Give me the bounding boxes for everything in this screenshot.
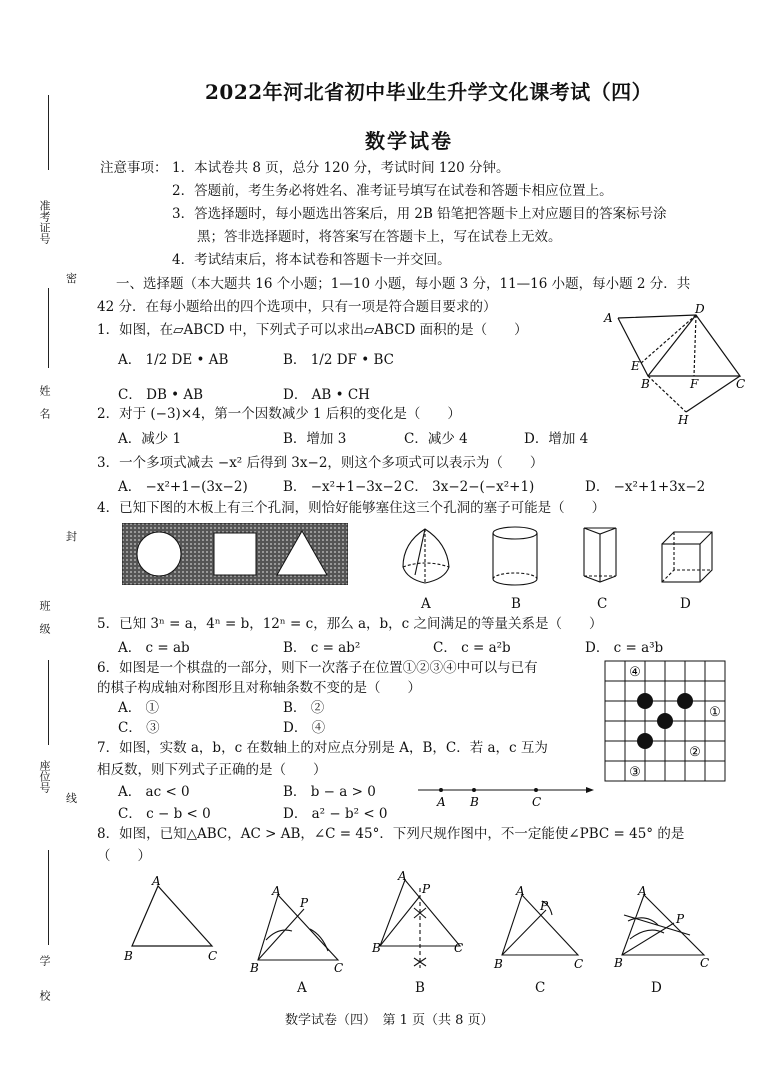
q6-go-board — [604, 660, 726, 782]
svg-text:A: A — [604, 311, 613, 325]
svg-text:P: P — [540, 899, 549, 913]
note-item: 黑；答非选择题时，将答案写在答题卡上，写在试卷上无效。 — [197, 229, 562, 245]
q3-stem: 3．一个多项式减去 −x² 后得到 3x−2，则这个多项式可以表示为（ ） — [97, 455, 544, 471]
q8-label-d: D — [651, 980, 662, 996]
q1-stem: 1．如图，在▱ABCD 中，下列式子可以求出▱ABCD 面积的是（ ） — [97, 322, 528, 338]
margin-marker-mi: 密 — [66, 272, 77, 285]
q1-option-a: A． 1/2 DE • AB — [118, 352, 229, 368]
q4-label-c: C — [597, 596, 608, 612]
q4-option-a-solid — [395, 525, 457, 587]
svg-text:A: A — [638, 885, 647, 898]
margin-label-class: 班级 — [38, 600, 51, 646]
q1-option-b: B． 1/2 DF • BC — [283, 352, 394, 368]
q7-number-line — [416, 782, 596, 810]
svg-text:C: C — [208, 949, 218, 963]
q2-stem: 2．对于 (−3)×4，第一个因数减少 1 后积的变化是（ ） — [97, 406, 461, 422]
svg-text:B: B — [124, 949, 133, 963]
q8-label-a: A — [297, 980, 307, 996]
q6-mark-1: ① — [709, 705, 721, 720]
svg-text:F: F — [690, 377, 699, 391]
note-item: 4．考试结束后，将本试卷和答题卡一并交回。 — [172, 252, 451, 268]
q6-option-a: A． ① — [118, 700, 160, 716]
svg-text:C: C — [334, 961, 344, 975]
q4-label-a: A — [421, 596, 431, 612]
margin-label-exam-number: 准考证号 — [38, 200, 51, 244]
q8-label-b: B — [415, 980, 425, 996]
q7-option-d: D． a² − b² < 0 — [283, 806, 388, 822]
q5-option-a: A． c = ab — [118, 640, 190, 656]
q8-stem-line1: 8．如图，已知△ABC，AC > AB，∠C = 45°．下列尺规作图中，不一定能使∠PBC = 45° 的是 — [97, 826, 685, 842]
q7-stem-line1: 7．如图，实数 a，b，c 在数轴上的对应点分别是 A，B，C．若 a，c 互为 — [97, 740, 548, 756]
q8-option-a-figure — [248, 885, 348, 975]
svg-text:A: A — [152, 876, 161, 888]
q7-stem-line2: 相反数，则下列式子正确的是（ ） — [97, 762, 327, 778]
q4-board-figure — [122, 523, 348, 585]
q1-option-d: D． AB • CH — [283, 387, 370, 403]
q5-stem: 5．已知 3ⁿ = a，4ⁿ = b，12ⁿ = c，那么 a，b，c 之间满足的等量关系是（ ） — [97, 616, 603, 632]
q7-option-b: B． b − a > 0 — [283, 784, 376, 800]
q7-option-c: C． c − b < 0 — [118, 806, 211, 822]
section-heading-cont: 42 分．在每小题给出的四个选项中，只有一项是符合题目要求的） — [97, 299, 497, 315]
q6-stem-line2: 的棋子构成轴对称图形且对称轴条数不变的是（ ） — [97, 680, 421, 696]
q6-option-d: D． ④ — [283, 720, 326, 736]
svg-text:C: C — [736, 377, 746, 391]
svg-text:C: C — [454, 941, 464, 955]
q5-option-d: D． c = a³b — [585, 640, 664, 656]
q6-stem-line1: 6．如图是一个棋盘的一部分，则下一次落子在位置①②③④中可以与已有 — [97, 660, 538, 676]
svg-text:B: B — [614, 956, 623, 970]
notes-label: 注意事项： — [100, 160, 168, 176]
q7-option-a: A． ac < 0 — [118, 784, 190, 800]
q8-label-c: C — [535, 980, 546, 996]
note-item: 1．本试卷共 8 页，总分 120 分，考试时间 120 分钟。 — [172, 160, 510, 176]
margin-label-name: 姓名 — [38, 385, 51, 431]
page-title: 2022年河北省初中毕业生升学文化课考试（四） — [205, 80, 653, 104]
svg-text:D: D — [695, 302, 705, 316]
q2-option-c: C．减少 4 — [404, 431, 468, 447]
q2-option-d: D．增加 4 — [524, 431, 589, 447]
q3-option-d: D． −x²+1+3x−2 — [585, 479, 706, 495]
q3-option-b: B． −x²+1−3x−2 — [283, 479, 403, 495]
svg-text:C: C — [700, 956, 710, 970]
q3-option-c: C． 3x−2−(−x²+1) — [404, 479, 535, 495]
svg-text:B: B — [494, 957, 503, 971]
svg-text:P: P — [422, 882, 431, 896]
q5-option-b: B． c = ab² — [283, 640, 361, 656]
svg-text:A: A — [398, 869, 407, 883]
svg-text:P: P — [676, 912, 685, 926]
q6-option-c: C． ③ — [118, 720, 160, 736]
q6-option-b: B． ② — [283, 700, 325, 716]
q7-point-b: B — [470, 795, 479, 809]
q4-stem: 4．已知下图的木板上有三个孔洞，则恰好能够塞住这三个孔洞的塞子可能是（ ） — [97, 500, 606, 516]
page-subtitle: 数学试卷 — [365, 129, 453, 153]
q1-option-c: C． DB • AB — [118, 387, 204, 403]
margin-label-school: 学校 — [38, 955, 51, 1025]
q5-option-c: C． c = a²b — [433, 640, 511, 656]
svg-text:B: B — [372, 941, 381, 955]
q2-option-b: B．增加 3 — [283, 431, 347, 447]
svg-text:A: A — [516, 885, 525, 898]
q4-option-d-cube — [658, 528, 716, 586]
page-footer: 数学试卷（四） 第 1 页（共 8 页） — [285, 1013, 494, 1028]
q3-option-a: A． −x²+1−(3x−2) — [118, 479, 248, 495]
margin-marker-feng: 封 — [66, 530, 77, 543]
svg-text:A: A — [272, 885, 281, 898]
note-item: 3．答选择题时，每小题选出答案后，用 2B 铅笔把答题卡上对应题目的答案标号涂 — [172, 206, 667, 222]
q8-stem-line2: （ ） — [97, 848, 151, 864]
q8-option-c-figure — [492, 885, 592, 975]
q6-mark-3: ③ — [629, 765, 641, 780]
q8-option-d-figure — [612, 885, 717, 975]
q4-option-b-cylinder — [488, 525, 543, 587]
svg-text:B: B — [641, 377, 650, 391]
note-item: 2．答题前，考生务必将姓名、准考证号填写在试卷和答题卡相应位置上。 — [172, 183, 613, 199]
svg-text:P: P — [300, 896, 309, 910]
q6-mark-4: ④ — [629, 665, 641, 680]
q2-option-a: A．减少 1 — [118, 431, 182, 447]
q4-option-c-prism — [580, 522, 625, 588]
margin-label-seat: 座位号 — [38, 760, 51, 793]
q4-label-d: D — [680, 596, 691, 612]
q8-base-triangle — [120, 876, 225, 966]
margin-marker-xian: 线 — [66, 792, 77, 805]
q7-point-c: C — [532, 795, 542, 809]
svg-text:B: B — [250, 961, 259, 975]
q4-label-b: B — [511, 596, 521, 612]
q6-mark-2: ② — [689, 745, 701, 760]
q1-parallelogram-figure — [598, 302, 758, 427]
q8-option-b-figure — [370, 868, 470, 978]
svg-text:E: E — [631, 359, 640, 373]
svg-text:C: C — [574, 957, 584, 971]
svg-text:H: H — [678, 413, 689, 427]
section-heading: 一、选择题（本大题共 16 个小题；1—10 小题，每小题 3 分，11—16 小题，每小题 2 分．共 — [116, 276, 691, 292]
q7-point-a: A — [437, 795, 446, 809]
